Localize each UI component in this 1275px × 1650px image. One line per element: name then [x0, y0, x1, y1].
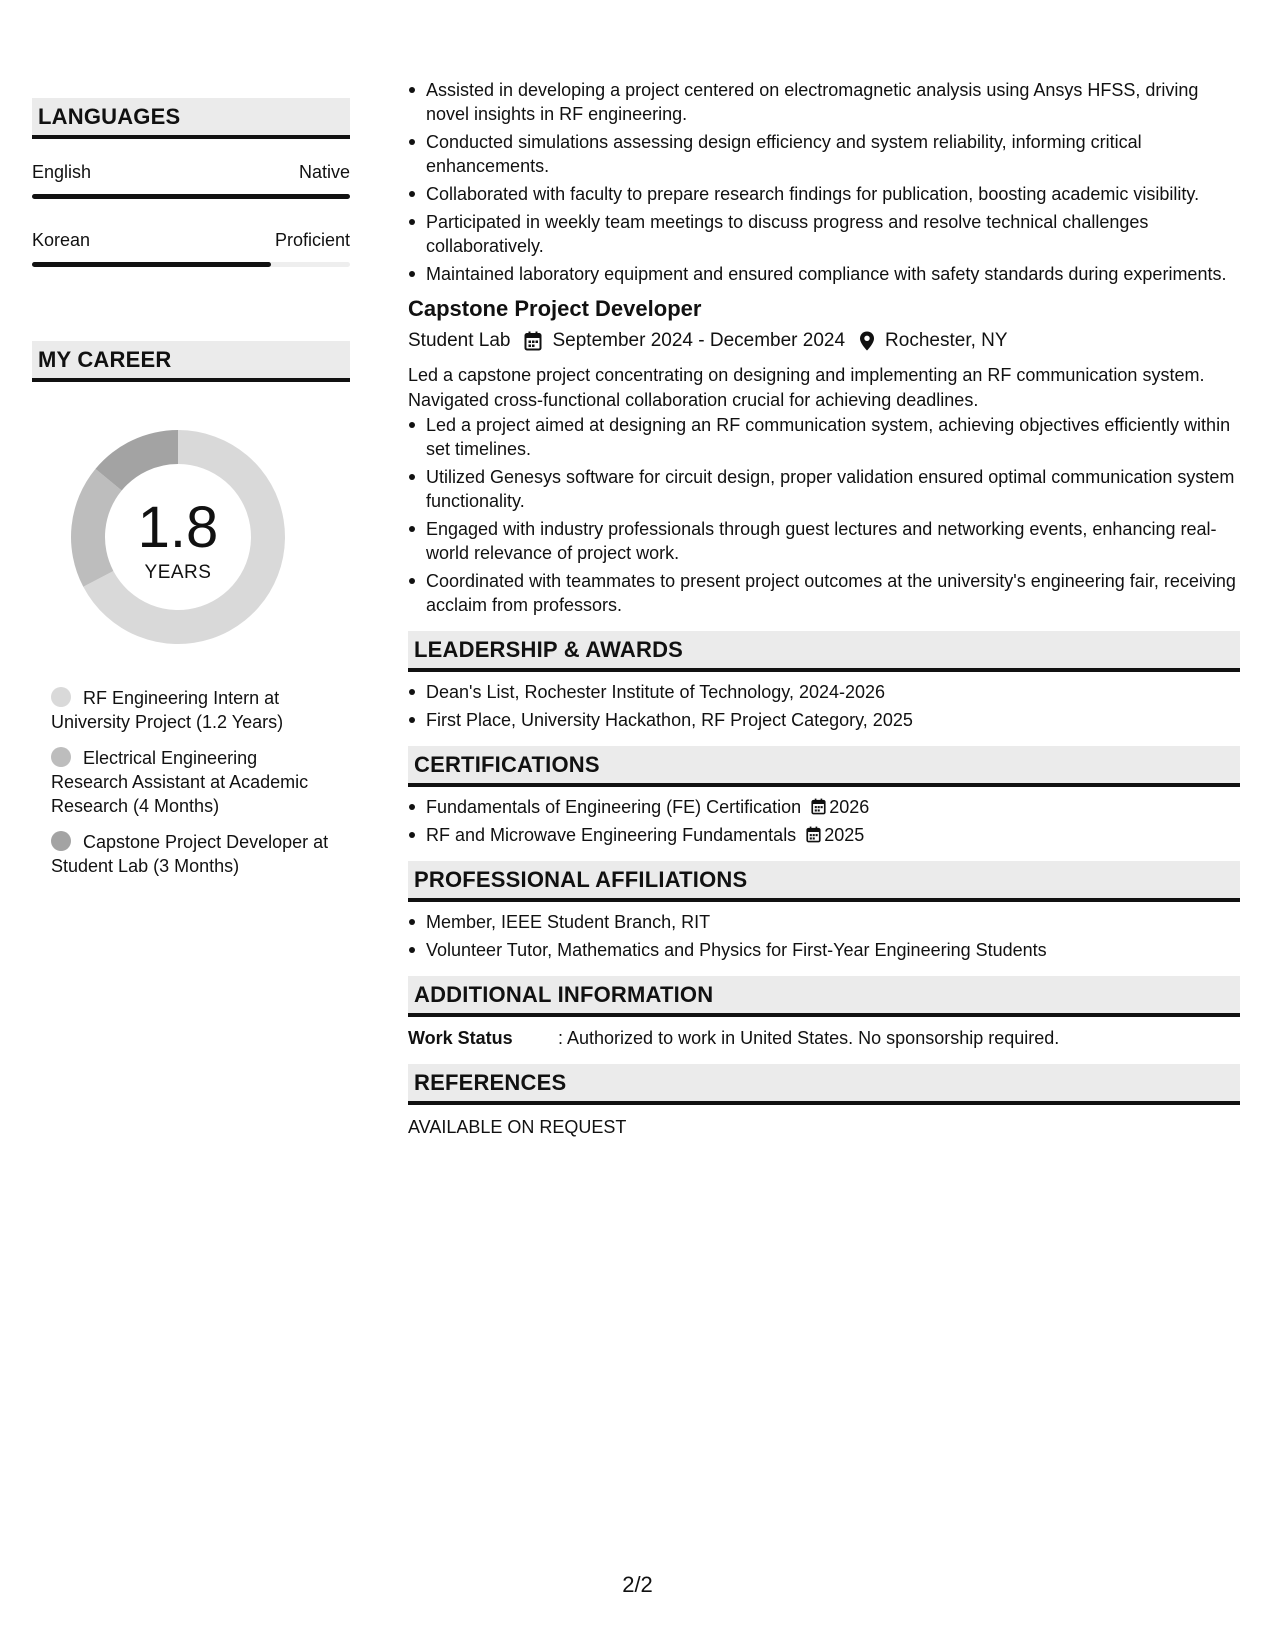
work-status-label: Work Status [408, 1028, 513, 1048]
career-total-unit: YEARS [144, 562, 212, 583]
language-name: Korean [32, 230, 91, 250]
work-status-value: : Authorized to work in United States. No sponsorship required. [558, 1028, 1060, 1048]
leadership-section [408, 631, 1240, 732]
job-company: Student Lab [408, 330, 511, 351]
references-section [408, 1064, 1240, 1139]
cert-name: RF and Microwave Engineering Fundamentals [426, 825, 797, 845]
legend-label: Electrical Engineering Research Assistant at Academic Research (4 Months) [51, 748, 309, 816]
list-item: Member, IEEE Student Branch, RIT [408, 910, 1240, 934]
references-text: AVAILABLE ON REQUEST [408, 1117, 627, 1137]
legend-dot [51, 747, 71, 767]
job-bullets [408, 413, 1240, 617]
certifications-header: CERTIFICATIONS [408, 746, 1240, 787]
language-proficiency-bar [32, 194, 350, 199]
language-proficiency-bar [32, 262, 350, 267]
language-proficiency-fill [32, 262, 271, 267]
cert-name: Fundamentals of Engineering (FE) Certification [426, 797, 802, 817]
list-item: Participated in weekly team meetings to discuss progress and resolve technical challenges collaboratively. [408, 210, 1240, 258]
legend-dot [51, 687, 71, 707]
calendar-icon [806, 826, 821, 843]
list-item: Utilized Genesys software for circuit design, proper validation ensured optimal communication system functionality. [408, 465, 1240, 513]
legend-label: RF Engineering Intern at University Project (1.2 Years) [51, 688, 284, 732]
cert-year: 2025 [824, 825, 865, 845]
list-item: Dean's List, Rochester Institute of Technology, 2024-2026 [408, 680, 1240, 704]
cert-year: 2026 [829, 797, 870, 817]
previous-job-bullets [408, 78, 1240, 286]
leadership-list [408, 680, 1240, 732]
job-dates: September 2024 - December 2024 [552, 330, 846, 351]
legend-item [51, 830, 332, 878]
additional-info-header: ADDITIONAL INFORMATION [408, 976, 1240, 1017]
affiliations-header: PROFESSIONAL AFFILIATIONS [408, 861, 1240, 902]
language-item [32, 161, 350, 199]
calendar-icon [811, 798, 826, 815]
list-item [408, 795, 1240, 819]
leadership-header: LEADERSHIP & AWARDS [408, 631, 1240, 672]
affiliations-list [408, 910, 1240, 962]
legend-item [51, 686, 332, 734]
main-column [408, 78, 1240, 1139]
language-item [32, 229, 350, 267]
additional-info-section [408, 976, 1240, 1050]
career-header: MY CAREER [32, 341, 350, 382]
list-item: Assisted in developing a project centered on electromagnetic analysis using Ansys HFSS, driving novel insights in RF engineering. [408, 78, 1240, 126]
certifications-section [408, 746, 1240, 847]
list-item: Coordinated with teammates to present project outcomes at the university's engineering fair, receiving acclaim from professors. [408, 569, 1240, 617]
language-name: English [32, 162, 92, 182]
language-level: Native [298, 162, 350, 182]
list-item: Collaborated with faculty to prepare research findings for publication, boosting academic visibility. [408, 182, 1240, 206]
list-item: Volunteer Tutor, Mathematics and Physics for First-Year Engineering Students [408, 938, 1240, 962]
certifications-list [408, 795, 1240, 847]
job-summary: Led a capstone project concentrating on designing and implementing an RF communication system. Navigated cross-functional collaboration crucial for achieving deadlines. [408, 365, 1205, 410]
map-pin-icon [859, 331, 875, 351]
job-meta [408, 329, 1240, 353]
legend-dot [51, 831, 71, 851]
page-number: 2/2 [622, 1572, 653, 1597]
list-item: Led a project aimed at designing an RF communication system, achieving objectives efficiently within set timelines. [408, 413, 1240, 461]
references-header: REFERENCES [408, 1064, 1240, 1105]
list-item: Conducted simulations assessing design efficiency and system reliability, informing critical enhancements. [408, 130, 1240, 178]
job-location: Rochester, NY [885, 330, 1008, 351]
legend-item [51, 746, 332, 818]
work-status-row [408, 1026, 1240, 1050]
list-item [408, 823, 1240, 847]
career-donut-chart [65, 424, 291, 650]
languages-header: LANGUAGES [32, 98, 350, 139]
affiliations-section [408, 861, 1240, 962]
career-legend [32, 686, 332, 878]
list-item: First Place, University Hackathon, RF Project Category, 2025 [408, 708, 1240, 732]
sidebar [32, 98, 350, 890]
legend-label: Capstone Project Developer at Student Lab (3 Months) [51, 832, 329, 876]
job-title: Capstone Project Developer [408, 296, 702, 321]
language-level: Proficient [274, 230, 350, 250]
language-proficiency-fill [32, 194, 350, 199]
list-item: Maintained laboratory equipment and ensured compliance with safety standards during experiments. [408, 262, 1240, 286]
career-total-value: 1.8 [137, 495, 219, 560]
calendar-icon [524, 331, 542, 351]
list-item: Engaged with industry professionals through guest lectures and networking events, enhancing real-world relevance of project work. [408, 517, 1240, 565]
